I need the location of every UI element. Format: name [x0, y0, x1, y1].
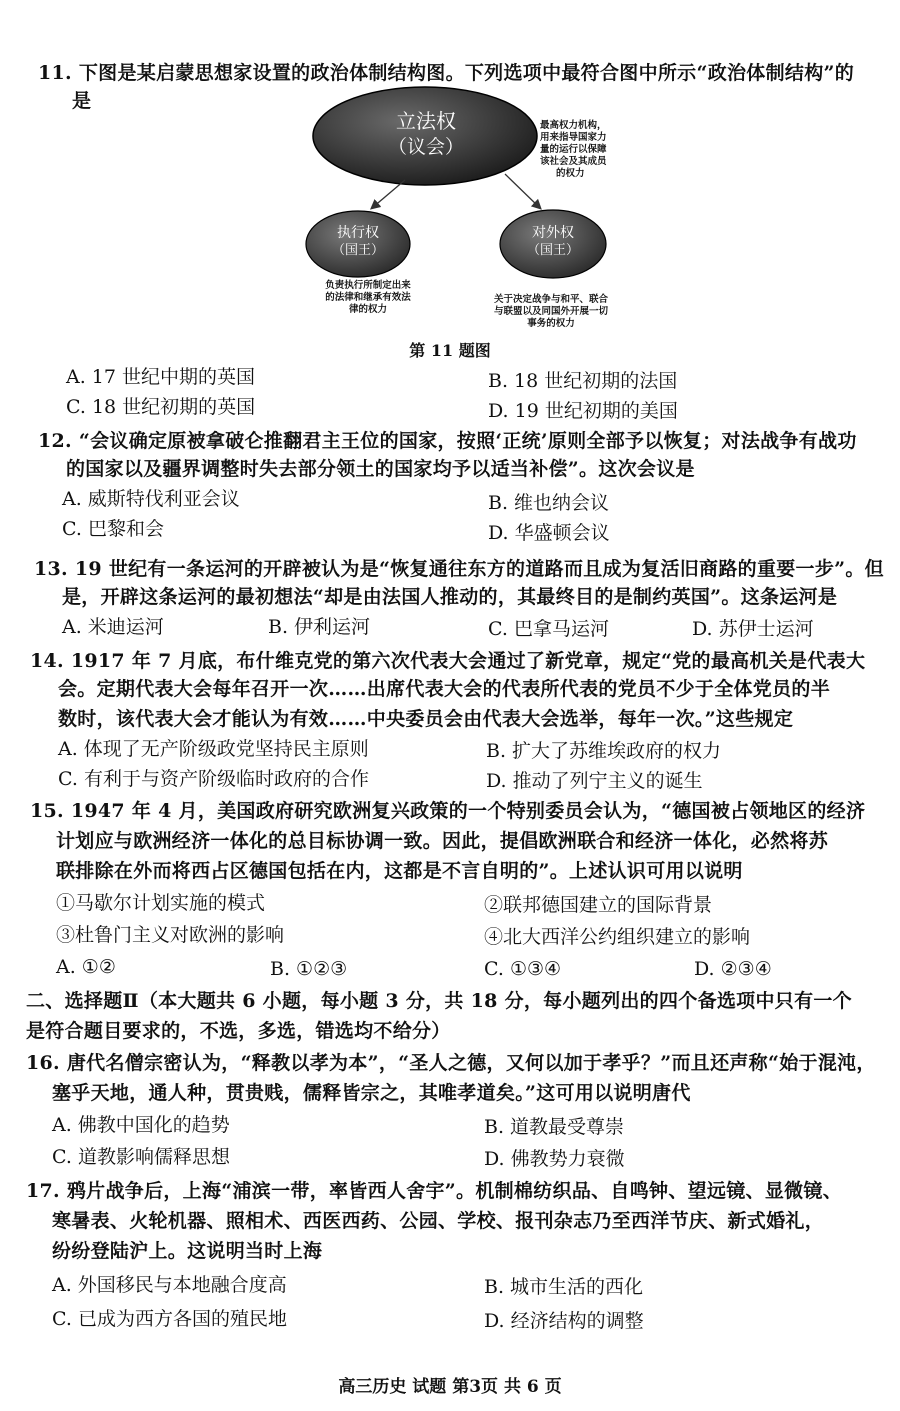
federative-note: 关于决定战争与和平、联合 与联盟以及同国外开展一切 事务的权力: [493, 294, 608, 329]
q12-option-a[interactable]: A. 威斯特伐利亚会议: [62, 488, 240, 510]
q15-option-d[interactable]: D. ②③④: [694, 958, 772, 980]
federative-label-1: 对外权: [532, 225, 574, 241]
q13-stem-line2: 是，开辟这条运河的最初想法“却是由法国人推动的，其最终目的是制约英国”。这条运河是: [62, 586, 838, 608]
executive-note: 负责执行所制定出来 的法律和继承有效法 律的权力: [325, 280, 411, 315]
arrow-to-federative: [505, 174, 540, 208]
q14-option-b[interactable]: B. 扩大了苏维埃政府的权力: [486, 740, 722, 762]
q17-stem-line3: 纷纷登陆沪上。这说明当时上海: [52, 1240, 323, 1262]
q11-caption: 第 11 题图: [409, 341, 491, 360]
page-footer: 高三历史 试题 第3页 共 6 页: [338, 1377, 562, 1397]
q17-option-b[interactable]: B. 城市生活的西化: [484, 1276, 644, 1298]
legislative-note: 最高权力机构， 用来指导国家力 量的运行以保障 该社会及其成员 的权力: [540, 120, 607, 179]
q14-option-d[interactable]: D. 推动了列宁主义的诞生: [486, 770, 703, 792]
q15-option-c[interactable]: C. ①③④: [484, 958, 562, 980]
q11-option-d[interactable]: D. 19 世纪初期的美国: [488, 400, 678, 422]
q16-option-b[interactable]: B. 道教最受尊崇: [484, 1116, 625, 1138]
q17-stem-line2: 寒暑表、火轮机器、照相术、西医西药、公园、学校、报刊杂志乃至西洋节庆、新式婚礼，: [52, 1210, 825, 1232]
q12-option-b[interactable]: B. 维也纳会议: [488, 492, 610, 514]
q14-stem-line3: 数时，该代表大会才能认为有效……中央委员会由代表大会选举，每年一次。”这些规定: [58, 708, 794, 730]
q11-option-a[interactable]: A. 17 世纪中期的英国: [66, 366, 256, 388]
executive-label-2: （国王）: [331, 243, 384, 258]
q12-option-d[interactable]: D. 华盛顿会议: [488, 522, 610, 544]
q15-stem-line1: 15. 1947 年 4 月，美国政府研究欧洲复兴政策的一个特别委员会认为，“德国被占领地区的经济: [30, 800, 866, 822]
q11-stem-line1: 11. 下图是某启蒙思想家设置的政治体制结构图。下列选项中最符合图中所示“政治体制结构”的: [38, 62, 855, 84]
q13-stem-line1: 13. 19 世纪有一条运河的开辟被认为是“恢复通往东方的道路而且成为复活旧商路的重要一步”。但: [34, 558, 884, 580]
q13-option-b[interactable]: B. 伊利运河: [268, 616, 371, 638]
q13-option-c[interactable]: C. 巴拿马运河: [488, 618, 609, 640]
q15-option-a[interactable]: A. ①②: [56, 956, 116, 978]
q12-stem-line1: 12. “会议确定原被拿破仑推翻君主王位的国家，按照‘正统’原则全部予以恢复；对法战争有战功: [38, 430, 857, 452]
section2-heading-line1: 二、选择题Ⅱ（本大题共 6 小题，每小题 3 分，共 18 分，每小题列出的四个备选项中只有一个: [26, 990, 852, 1012]
q16-stem-line1: 16. 唐代名僧宗密认为，“释教以孝为本”，“圣人之德，又何以加于孝乎？”而且还声称“始于混沌，: [26, 1052, 876, 1074]
q15-item-3: ③杜鲁门主义对欧洲的影响: [56, 924, 285, 946]
q11-stem-line2: 是: [72, 90, 92, 112]
q17-option-a[interactable]: A. 外国移民与本地融合度高: [52, 1274, 287, 1296]
q16-stem-line2: 塞乎天地，通人种，贯贵贱，儒释皆宗之，其唯孝道矣。”这可用以说明唐代: [52, 1082, 691, 1104]
q15-stem-line2: 计划应与欧洲经济一体化的总目标协调一致。因此，提倡欧洲联合和经济一体化，必然将苏: [56, 830, 829, 852]
section2-heading-line2: 是符合题目要求的，不选，多选，错选均不给分）: [26, 1020, 451, 1042]
q12-option-c[interactable]: C. 巴黎和会: [62, 518, 164, 540]
q16-option-a[interactable]: A. 佛教中国化的趋势: [52, 1114, 230, 1136]
q15-item-2: ②联邦德国建立的国际背景: [484, 894, 713, 916]
q14-stem-line2: 会。定期代表大会每年召开一次……出席代表大会的代表所代表的党员不少于全体党员的半: [58, 678, 831, 700]
q17-option-c[interactable]: C. 已成为西方各国的殖民地: [52, 1308, 287, 1330]
q17-option-d[interactable]: D. 经济结构的调整: [484, 1310, 644, 1332]
federative-label-2: （国王）: [526, 243, 579, 258]
q16-option-c[interactable]: C. 道教影响儒释思想: [52, 1146, 230, 1168]
q11-option-c[interactable]: C. 18 世纪初期的英国: [66, 396, 256, 418]
legislative-label-1: 立法权: [396, 109, 456, 133]
q17-stem-line1: 17. 鸦片战争后，上海“浦滨一带，率皆西人舍宇”。机制棉纺织品、自鸣钟、望远镜、显微镜、: [26, 1180, 843, 1202]
q14-option-a[interactable]: A. 体现了无产阶级政党坚持民主原则: [58, 738, 369, 760]
legislative-label-2: （议会）: [387, 136, 464, 158]
executive-label-1: 执行权: [337, 225, 379, 241]
q15-option-b[interactable]: B. ①②③: [270, 958, 348, 980]
q15-stem-line3: 联排除在外而将西占区德国包括在内，这都是不言自明的”。上述认识可用以说明: [56, 860, 743, 882]
arrow-to-executive: [372, 180, 405, 208]
q13-option-a[interactable]: A. 米迪运河: [62, 616, 164, 638]
q11-option-b[interactable]: B. 18 世纪初期的法国: [488, 370, 678, 392]
q15-item-4: ④北大西洋公约组织建立的影响: [484, 926, 751, 948]
q16-option-d[interactable]: D. 佛教势力衰微: [484, 1148, 625, 1170]
q12-stem-line2: 的国家以及疆界调整时失去部分领土的国家均予以适当补偿”。这次会议是: [66, 458, 695, 480]
political-structure-diagram: [300, 86, 630, 336]
q13-option-d[interactable]: D. 苏伊士运河: [692, 618, 814, 640]
q14-option-c[interactable]: C. 有利于与资产阶级临时政府的合作: [58, 768, 369, 790]
q14-stem-line1: 14. 1917 年 7 月底，布什维克党的第六次代表大会通过了新党章，规定“党的最高机关是代表大: [30, 650, 866, 672]
q15-item-1: ①马歇尔计划实施的模式: [56, 892, 266, 914]
